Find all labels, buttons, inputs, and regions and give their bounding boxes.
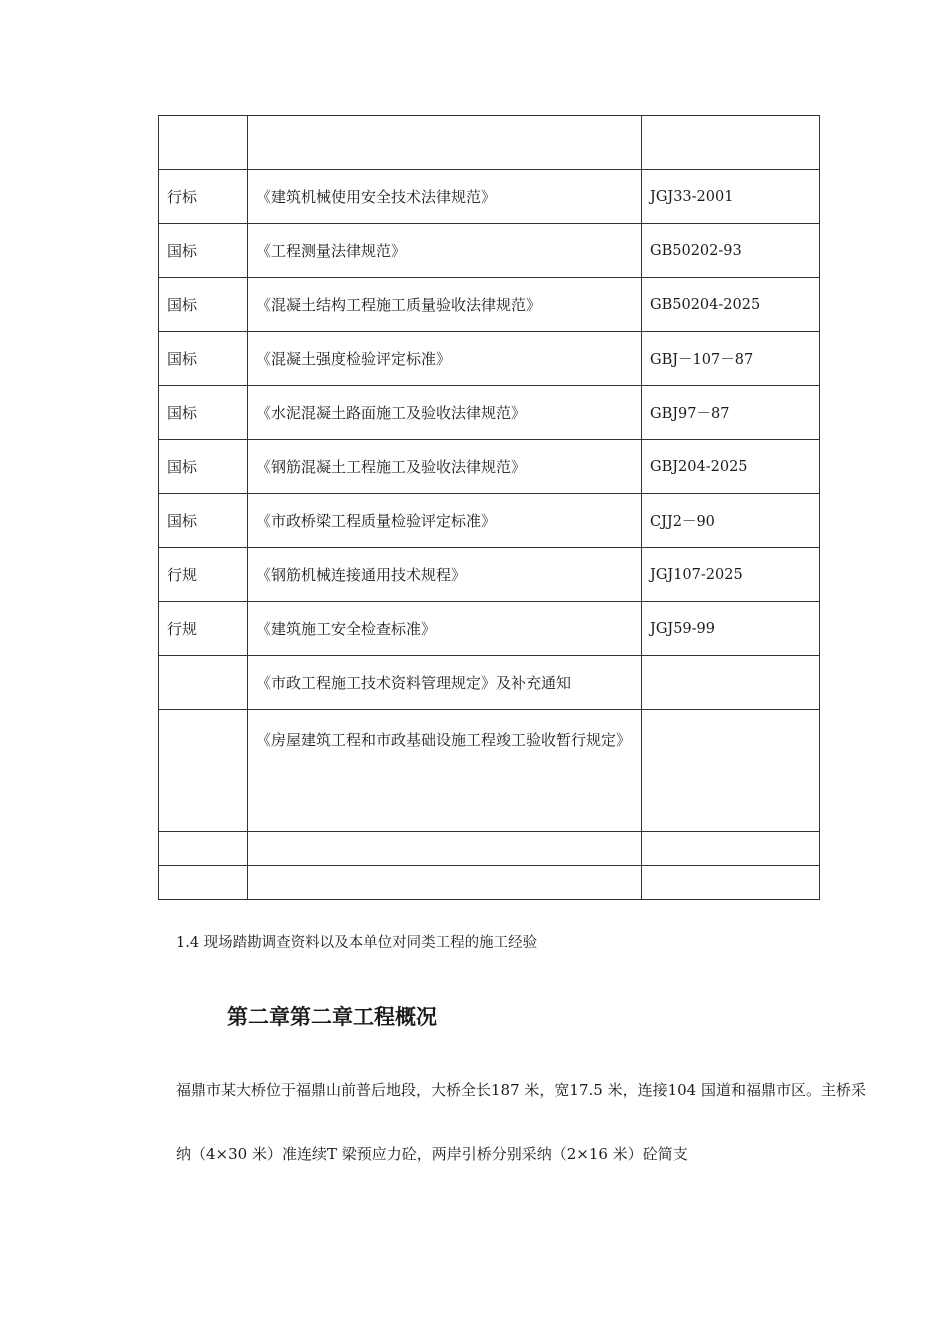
standard-type: 行规 xyxy=(159,602,248,656)
table-row xyxy=(159,278,820,332)
standard-name: 《钢筋混凝土工程施工及验收法律规范》 xyxy=(248,440,642,494)
standards-table xyxy=(158,115,820,900)
standard-code xyxy=(642,116,820,170)
standard-name: 《工程测量法律规范》 xyxy=(248,224,642,278)
standard-type: 国标 xyxy=(159,494,248,548)
table-row xyxy=(159,710,820,832)
table-row xyxy=(159,548,820,602)
standard-code: JGJ33-2001 xyxy=(642,170,820,224)
standard-type: 国标 xyxy=(159,440,248,494)
table-row xyxy=(159,440,820,494)
standard-name xyxy=(248,832,642,866)
standard-code: JGJ107-2025 xyxy=(642,548,820,602)
table-row xyxy=(159,170,820,224)
chapter-title: 第二章第二章工程概况 xyxy=(227,1005,437,1029)
standard-code: JGJ59-99 xyxy=(642,602,820,656)
table-row xyxy=(159,866,820,900)
standard-type: 行规 xyxy=(159,548,248,602)
table-row xyxy=(159,116,820,170)
standard-name xyxy=(248,866,642,900)
standard-type xyxy=(159,656,248,710)
standard-type: 国标 xyxy=(159,278,248,332)
standard-code: CJJ2－90 xyxy=(642,494,820,548)
standard-type xyxy=(159,832,248,866)
standard-code: GBJ97－87 xyxy=(642,386,820,440)
standard-type: 国标 xyxy=(159,386,248,440)
standard-name: 《建筑施工安全检查标准》 xyxy=(248,602,642,656)
standard-code: GBJ－107－87 xyxy=(642,332,820,386)
standard-name: 《混凝土强度检验评定标准》 xyxy=(248,332,642,386)
standard-name xyxy=(248,116,642,170)
table-row xyxy=(159,386,820,440)
standard-name: 《建筑机械使用安全技术法律规范》 xyxy=(248,170,642,224)
standard-code xyxy=(642,866,820,900)
standard-name: 《钢筋机械连接通用技术规程》 xyxy=(248,548,642,602)
section-note: 1.4 现场踏勘调查资料以及本单位对同类工程的施工经验 xyxy=(176,935,538,951)
standard-code xyxy=(642,656,820,710)
table-row xyxy=(159,494,820,548)
standard-name: 《市政桥梁工程质量检验评定标准》 xyxy=(248,494,642,548)
standard-name: 《水泥混凝土路面施工及验收法律规范》 xyxy=(248,386,642,440)
standard-code xyxy=(642,832,820,866)
standard-type: 国标 xyxy=(159,332,248,386)
table-row xyxy=(159,656,820,710)
standard-type xyxy=(159,866,248,900)
standard-type xyxy=(159,116,248,170)
table-row xyxy=(159,832,820,866)
standard-type xyxy=(159,710,248,832)
body-paragraph: 福鼎市某大桥位于福鼎山前普后地段，大桥全长187 米，宽17.5 米，连接104 国道和福鼎市区。主桥采纳（4×30 米）准连续T 梁预应力砼，两岸引桥分别采纳（2×16 米）砼简支 xyxy=(176,1081,866,1163)
standard-name: 《房屋建筑工程和市政基础设施工程竣工验收暂行规定》 xyxy=(248,710,642,832)
standard-code: GB50202-93 xyxy=(642,224,820,278)
standard-code: GBJ204-2025 xyxy=(642,440,820,494)
standard-name: 《市政工程施工技术资料管理规定》及补充通知 xyxy=(248,656,642,710)
table-row xyxy=(159,332,820,386)
table-row xyxy=(159,224,820,278)
table-row xyxy=(159,602,820,656)
standard-name: 《混凝土结构工程施工质量验收法律规范》 xyxy=(248,278,642,332)
standard-code: GB50204-2025 xyxy=(642,278,820,332)
standard-type: 国标 xyxy=(159,224,248,278)
standard-type: 行标 xyxy=(159,170,248,224)
standard-code xyxy=(642,710,820,832)
